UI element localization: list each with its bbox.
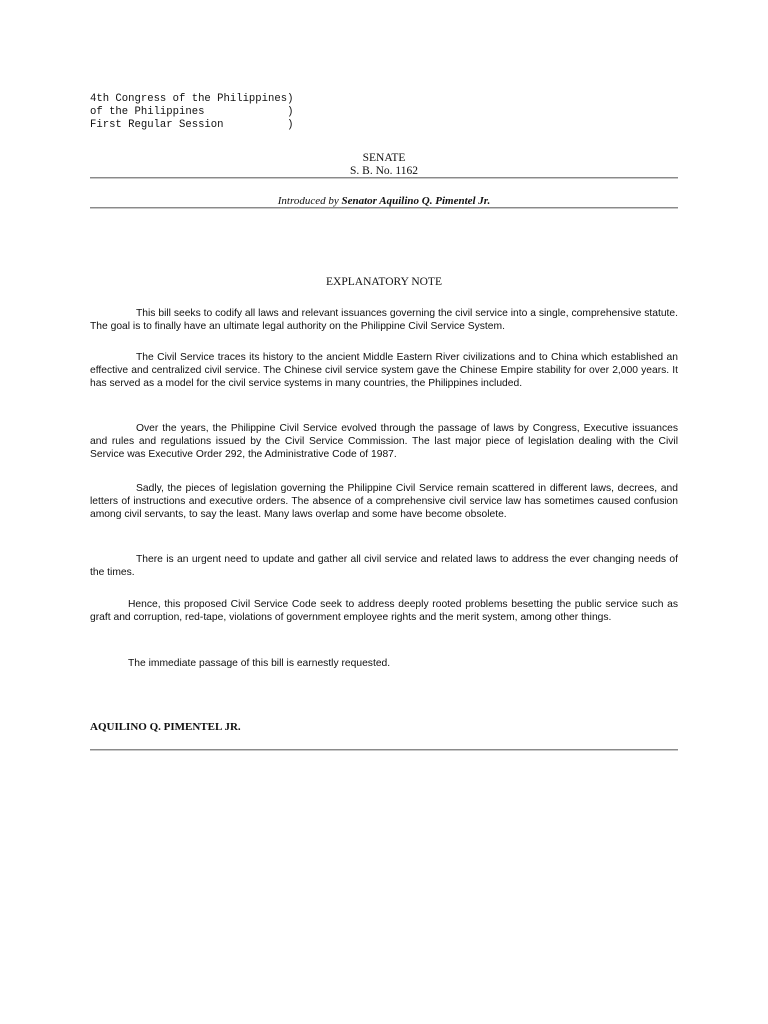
divider-middle [90,207,678,209]
paragraph-2: The Civil Service traces its history to the ancient Middle Eastern River civilizations and to China which established an effective and centralized civil service. The Chinese civil service system gave the Chinese Empire stability for over 2,000 years. It has served as a model for the civil service systems in many countries, the Philippines included. [90,352,678,390]
introducer-name: Senator Aquilino Q. Pimentel Jr. [341,195,491,207]
explanatory-note-title: EXPLANATORY NOTE [326,276,442,288]
paragraph-5: There is an urgent need to update and gather all civil service and related laws to address the ever changing needs of the times. [90,554,678,579]
header-line-session: First Regular Session ) [90,119,294,131]
divider-top [90,177,678,179]
congress-header [90,93,293,132]
paragraph-1: This bill seeks to codify all laws and relevant issuances governing the civil service into a single, comprehensive statute. The goal is to finally have an ultimate legal authority on the Philippine Civil Service System. [90,308,678,333]
introduced-prefix: Introduced by [277,195,342,207]
bill-number: S. B. No. 1162 [350,165,418,177]
paragraph-3: Over the years, the Philippine Civil Service evolved through the passage of laws by Congress, Executive issuances and rules and regulations issued by the Civil Service Commission. The last major piece of legislation dealing with the Civil Service was Executive Order 292, the Administrative Code of 1987. [90,423,678,461]
divider-bottom [90,749,678,751]
paragraph-4: Sadly, the pieces of legislation governing the Philippine Civil Service remain scattered in different laws, decrees, and letters of instructions and executive orders. The absence of a comprehensive civil service law has sometimes caused confusion among civil servants, to say the least. Many laws overlap and some have become obsolete. [90,483,678,521]
signature-name: AQUILINO Q. PIMENTEL JR. [90,721,241,733]
paragraph-6: Hence, this proposed Civil Service Code seek to address deeply rooted problems besetting the public service such as graft and corruption, red-tape, violations of government employee rights and the merit system, among other things. [90,599,678,624]
paragraph-7: The immediate passage of this bill is earnestly requested. [128,658,391,669]
introduced-by-line [90,194,678,208]
header-line-congress: 4th Congress of the Philippines) [90,93,294,105]
header-line-country: of the Philippines ) [90,106,294,118]
chamber-title: SENATE [362,152,406,164]
